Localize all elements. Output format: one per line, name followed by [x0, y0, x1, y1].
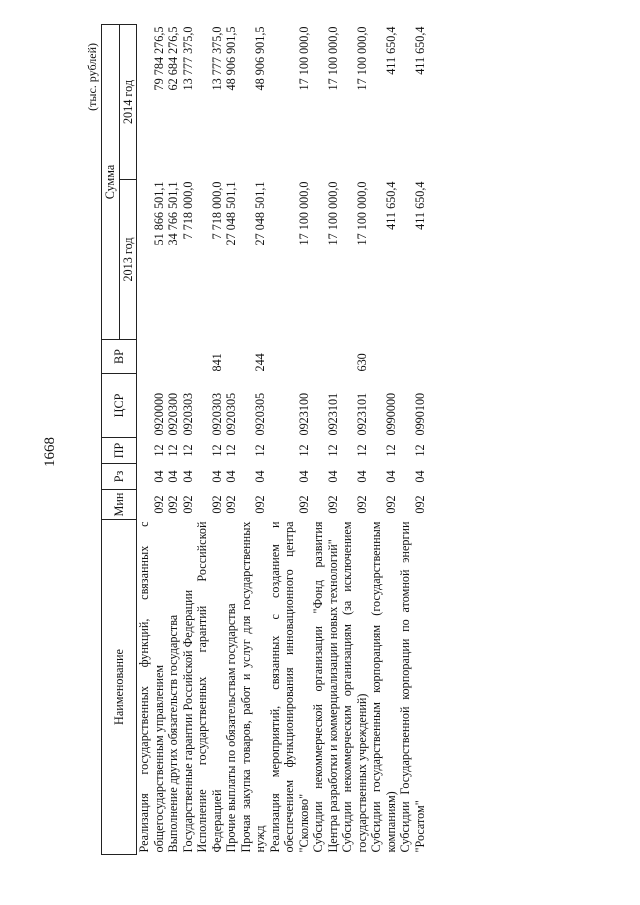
- row-min: 092: [325, 495, 340, 514]
- row-rz: 04: [354, 470, 369, 483]
- units-label: (тыс. рублей): [85, 43, 99, 111]
- header-name: Наименование: [102, 520, 137, 855]
- page-number: 1668: [42, 437, 58, 467]
- row-value-2014: 411 650,4: [383, 26, 398, 75]
- row-vr: [137, 340, 167, 374]
- row-pr: 12: [253, 444, 267, 457]
- row-csr: 0920305: [224, 392, 238, 436]
- row-min: 092: [224, 495, 238, 514]
- row-csr: 0923101: [325, 392, 340, 436]
- row-csr: 0920300: [166, 392, 180, 436]
- row-csr: 0923100: [296, 392, 311, 436]
- row-value-2014: 411 650,4: [412, 26, 427, 75]
- table-row: [137, 24, 167, 854]
- table-body: [137, 24, 428, 854]
- row-value-2013: 17 100 000,0: [296, 181, 311, 246]
- row-value-2013: 7 718 000,0: [180, 181, 195, 240]
- row-rz: 04: [412, 470, 427, 483]
- row-csr: 0920303: [180, 392, 195, 436]
- header-pr: ПР: [102, 438, 137, 464]
- row-vr: [268, 340, 312, 374]
- row-csr: 0923101: [354, 392, 369, 436]
- row-rz: 04: [253, 470, 267, 483]
- table-row: [181, 24, 196, 854]
- header-row-top: [102, 24, 120, 854]
- row-vr: 841: [209, 353, 224, 372]
- row-pr: 12: [224, 444, 238, 457]
- row-csr: 0990000: [383, 392, 398, 436]
- row-value-2013: 27 048 501,1: [224, 181, 238, 246]
- row-rz: 04: [209, 470, 224, 483]
- row-value-2013: 27 048 501,1: [253, 181, 267, 246]
- row-name: Государственные гарантии Российской Федерации: [180, 589, 195, 853]
- row-vr: [311, 340, 340, 374]
- row-rz: 04: [383, 470, 398, 483]
- header-min: Мин: [102, 490, 137, 520]
- row-rz: 04: [166, 470, 180, 483]
- row-min: 092: [209, 495, 224, 514]
- row-min: 092: [151, 495, 166, 514]
- row-name: Субсидии Государственной корпорации по атомной энергии "Росатом": [398, 521, 427, 853]
- row-value-2014: 62 684 276,5: [166, 26, 180, 91]
- table-row: [195, 24, 224, 854]
- row-value-2013: 51 866 501,1: [151, 181, 166, 246]
- table-row: [340, 24, 369, 854]
- row-rz: 04: [151, 470, 166, 483]
- row-min: 092: [412, 495, 427, 514]
- table-row: [239, 24, 268, 854]
- row-csr: 0990100: [412, 392, 427, 436]
- header-vr: ВР: [102, 340, 137, 374]
- table-row: [224, 24, 239, 854]
- row-rz: 04: [325, 470, 340, 483]
- row-pr: 12: [296, 444, 311, 457]
- row-name: Исполнение государственных гарантий Российской Федерацией: [195, 521, 224, 853]
- row-name: Субсидии государственным корпорациям (государственным компаниям): [369, 521, 398, 853]
- row-vr: [224, 340, 239, 374]
- header-csr: ЦСР: [102, 374, 137, 438]
- header-year-2013: 2013 год: [119, 180, 137, 340]
- table-row: [166, 24, 181, 854]
- rotated-table-area: [85, 25, 585, 855]
- row-min: 092: [166, 495, 180, 514]
- row-value-2014: 17 100 000,0: [296, 26, 311, 91]
- row-vr: [369, 340, 398, 374]
- header-sum: Сумма: [102, 24, 120, 339]
- row-value-2014: 79 784 276,5: [151, 26, 166, 91]
- table-row: [398, 24, 427, 854]
- row-vr: [181, 340, 196, 374]
- row-csr: 0920000: [151, 392, 166, 436]
- row-value-2014: 17 100 000,0: [325, 26, 340, 91]
- table-row: [268, 24, 312, 854]
- row-min: 092: [354, 495, 369, 514]
- row-value-2014: 13 777 375,0: [209, 26, 224, 91]
- row-rz: 04: [224, 470, 238, 483]
- row-value-2014: 13 777 375,0: [180, 26, 195, 91]
- row-pr: 12: [151, 444, 166, 457]
- row-vr: 630: [354, 353, 369, 372]
- row-name: Прочие выплаты по обязательствам государства: [224, 603, 238, 853]
- row-csr: 0920303: [209, 392, 224, 436]
- row-vr: 244: [253, 353, 267, 372]
- row-min: 092: [180, 495, 195, 514]
- row-min: 092: [296, 495, 311, 514]
- row-pr: 12: [180, 444, 195, 457]
- row-name: Прочая закупка товаров, работ и услуг для государственных нужд: [238, 521, 267, 853]
- row-min: 092: [383, 495, 398, 514]
- row-pr: 12: [412, 444, 427, 457]
- row-vr: [166, 340, 181, 374]
- row-value-2014: 17 100 000,0: [354, 26, 369, 91]
- budget-table: [101, 24, 427, 855]
- row-pr: 12: [166, 444, 180, 457]
- row-rz: 04: [180, 470, 195, 483]
- header-rz: Рз: [102, 464, 137, 490]
- row-value-2013: 411 650,4: [383, 181, 398, 230]
- row-name: Субсидии некоммерческим организациям (за исключением государственных учреждений): [340, 521, 369, 853]
- row-csr: 0920305: [253, 392, 267, 436]
- row-value-2013: 17 100 000,0: [354, 181, 369, 246]
- row-pr: 12: [209, 444, 224, 457]
- row-value-2014: 48 906 901,5: [224, 26, 238, 91]
- row-value-2013: 34 766 501,1: [166, 181, 180, 246]
- row-name: Выполнение других обязательств государства: [166, 614, 180, 853]
- row-value-2013: 7 718 000,0: [209, 181, 224, 240]
- row-value-2013: 411 650,4: [412, 181, 427, 230]
- row-value-2013: 17 100 000,0: [325, 181, 340, 246]
- row-vr: [398, 340, 427, 374]
- row-pr: 12: [354, 444, 369, 457]
- row-pr: 12: [325, 444, 340, 457]
- row-name: Реализация мероприятий, связанных с созданием и обеспечением функционирования инновационного центра "Сколково": [267, 521, 311, 853]
- table-row: [369, 24, 398, 854]
- row-name: Субсидии некоммерческой организации "Фонд развития Центра разработки и коммерциализации новых технологий": [311, 521, 340, 853]
- row-value-2014: 48 906 901,5: [253, 26, 267, 91]
- row-min: 092: [253, 495, 267, 514]
- row-pr: 12: [383, 444, 398, 457]
- table-row: [311, 24, 340, 854]
- row-name: Реализация государственных функций, связанных с общегосударственным управлением: [137, 521, 166, 853]
- header-year-2014: 2014 год: [119, 24, 137, 179]
- row-rz: 04: [296, 470, 311, 483]
